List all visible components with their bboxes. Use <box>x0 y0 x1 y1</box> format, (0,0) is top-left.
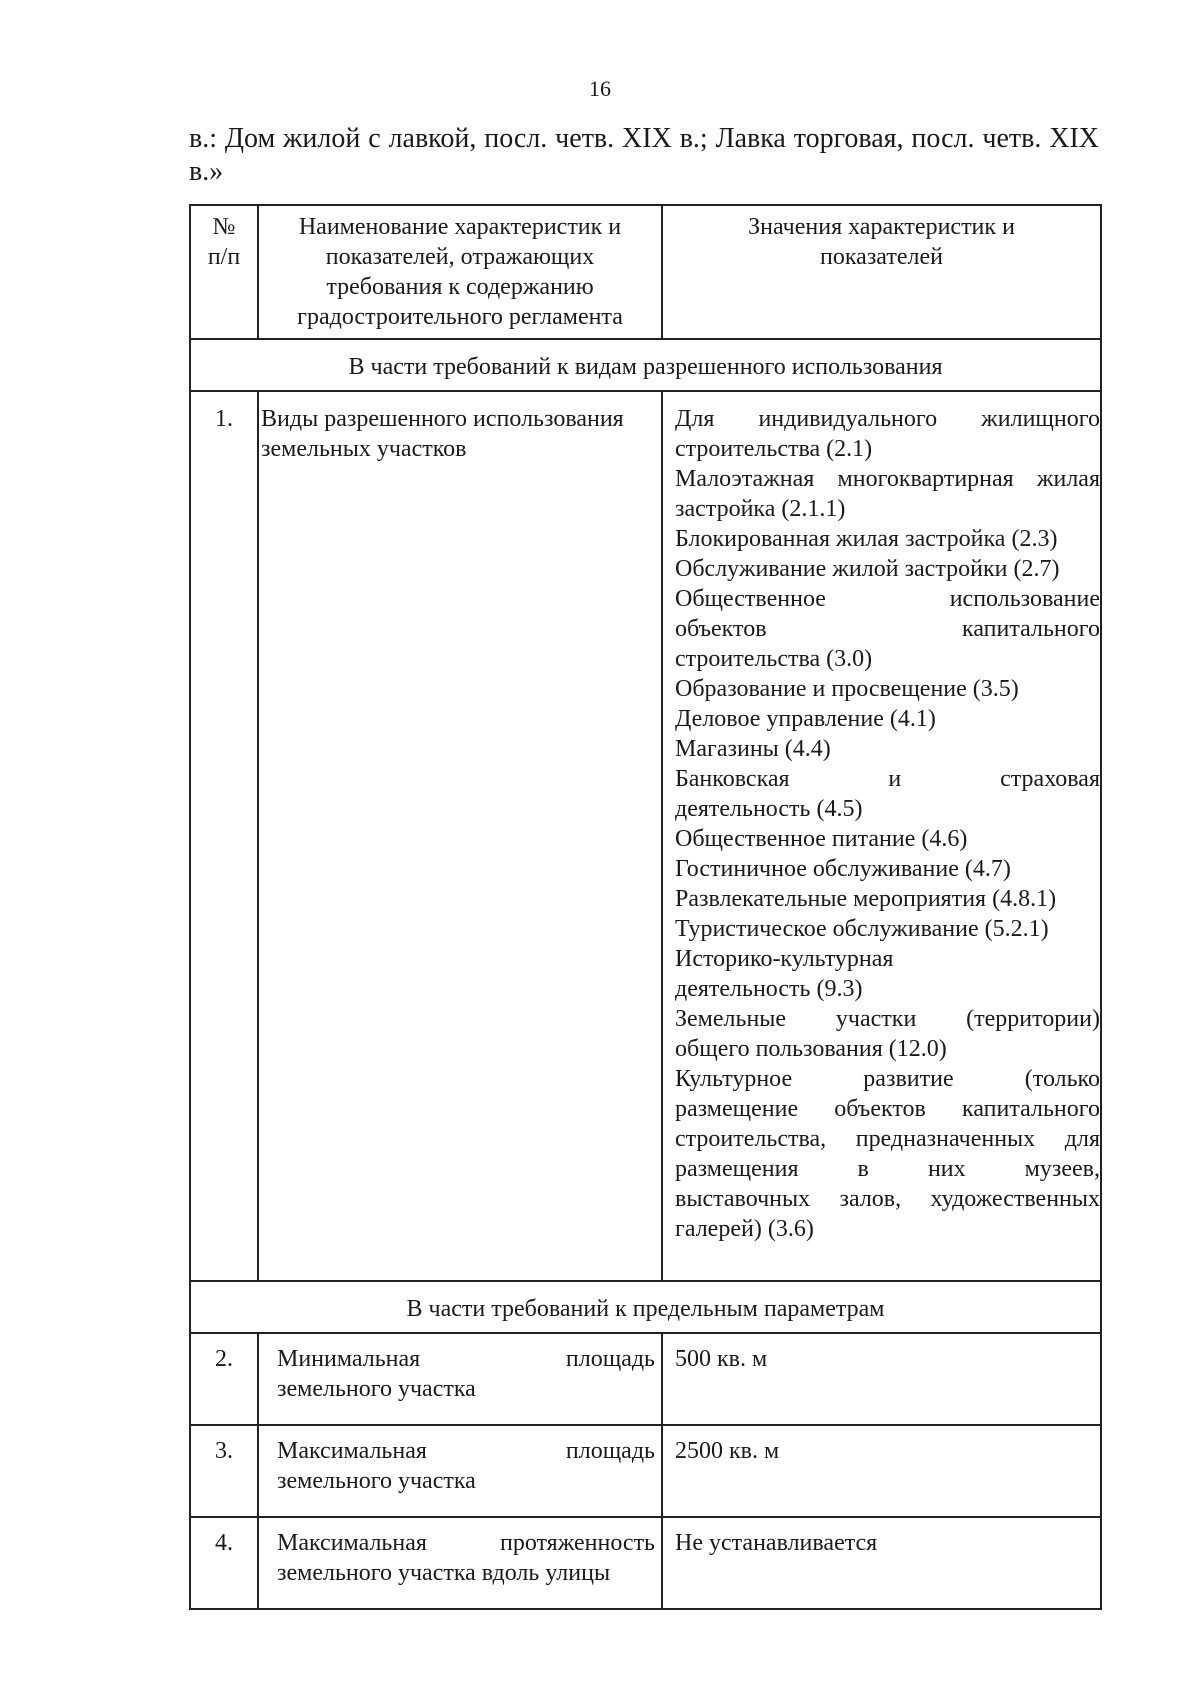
value-line: галерей) (3.6) <box>675 1216 814 1242</box>
header-num-line: п/п <box>207 244 241 270</box>
row-name-line: земельного участка <box>277 1376 476 1402</box>
header-value-cell <box>662 205 1101 339</box>
table-header-row <box>190 205 1101 339</box>
row-name-line: Виды разрешенного использования <box>261 406 624 432</box>
value-line: выставочных залов, художественных <box>675 1186 1100 1212</box>
value-line: общего пользования (12.0) <box>675 1036 947 1062</box>
row-num-cell: 4. <box>190 1517 258 1609</box>
row-name-cell <box>258 1333 662 1425</box>
value-line: размещения в них музеев, <box>675 1156 1100 1182</box>
intro-paragraph <box>189 122 1099 188</box>
value-line: строительства, предназначенных для <box>675 1126 1100 1152</box>
value-line: Общественное использование <box>675 586 1100 612</box>
value-line: Общественное питание (4.6) <box>675 826 968 852</box>
row-value-cell: 2500 кв. м <box>662 1425 1101 1517</box>
table-row <box>190 1425 1101 1517</box>
row-value-cell: Не устанавливается <box>662 1517 1101 1609</box>
value-line: Образование и просвещение (3.5) <box>675 676 1019 702</box>
value-line: Историко-культурная <box>675 946 894 972</box>
section-heading: В части требований к видам разрешенного использования <box>190 339 1101 391</box>
value-line: размещение объектов капитального <box>675 1096 1100 1122</box>
row-name-line: Минимальная площадь <box>277 1346 655 1372</box>
page-number: 16 <box>589 76 611 101</box>
table-row <box>190 391 1101 1281</box>
row-name-line: земельного участка <box>277 1468 476 1494</box>
value-line: Банковская и страховая <box>675 766 1100 792</box>
value-line: Гостиничное обслуживание (4.7) <box>675 856 1011 882</box>
header-num-cell <box>190 205 258 339</box>
value-line: Для индивидуального жилищного <box>675 406 1100 432</box>
value-line: Развлекательные мероприятия (4.8.1) <box>675 886 1057 912</box>
value-line: застройка (2.1.1) <box>675 496 846 522</box>
row-name-line: земельных участков <box>261 436 467 462</box>
value-line: Блокированная жилая застройка (2.3) <box>675 526 1058 552</box>
row-name-line: Максимальная площадь <box>277 1438 655 1464</box>
value-line: Туристическое обслуживание (5.2.1) <box>675 916 1049 942</box>
row-value-cell: 500 кв. м <box>662 1333 1101 1425</box>
row-value-cell <box>662 391 1101 1281</box>
row-name-cell <box>258 1425 662 1517</box>
table-row <box>190 1517 1101 1609</box>
header-value-line: показателей <box>820 244 943 270</box>
value-line: Магазины (4.4) <box>675 736 831 762</box>
value-line: Деловое управление (4.1) <box>675 706 936 732</box>
header-name-line: Наименование характеристик и <box>298 214 622 240</box>
header-value-line: Значения характеристик и <box>748 214 1015 240</box>
value-line: строительства (2.1) <box>675 436 873 462</box>
row-num-cell: 3. <box>190 1425 258 1517</box>
header-name-line: требования к содержанию <box>326 274 594 300</box>
value-line: деятельность (9.3) <box>675 976 863 1002</box>
value-line: Обслуживание жилой застройки (2.7) <box>675 556 1060 582</box>
header-name-line: градостроительного регламента <box>297 304 623 330</box>
intro-line: в.: Дом жилой с лавкой, посл. четв. XIX в.; Лавка торговая, посл. четв. XIX <box>189 123 1099 154</box>
value-line: Культурное развитие (только <box>675 1066 1100 1092</box>
header-name-cell <box>258 205 662 339</box>
row-num-cell: 1. <box>190 391 258 1281</box>
section-row <box>190 1281 1101 1333</box>
section-row <box>190 339 1101 391</box>
header-num-line: № <box>212 214 236 240</box>
value-line: Малоэтажная многоквартирная жилая <box>675 466 1100 492</box>
section-heading: В части требований к предельным параметрам <box>190 1281 1101 1333</box>
intro-line: в.» <box>189 156 224 187</box>
value-line: строительства (3.0) <box>675 646 873 672</box>
header-name-line: показателей, отражающих <box>325 244 595 270</box>
row-name-cell <box>258 1517 662 1609</box>
row-name-line: земельного участка вдоль улицы <box>277 1560 611 1586</box>
value-line: объектов капитального <box>675 616 1100 642</box>
row-num-cell: 2. <box>190 1333 258 1425</box>
value-line: деятельность (4.5) <box>675 796 863 822</box>
row-name-cell <box>258 391 662 1281</box>
value-line: Земельные участки (территории) <box>675 1006 1100 1032</box>
characteristics-table <box>189 204 1102 1610</box>
row-name-line: Максимальная протяженность <box>277 1530 655 1556</box>
table-row <box>190 1333 1101 1425</box>
